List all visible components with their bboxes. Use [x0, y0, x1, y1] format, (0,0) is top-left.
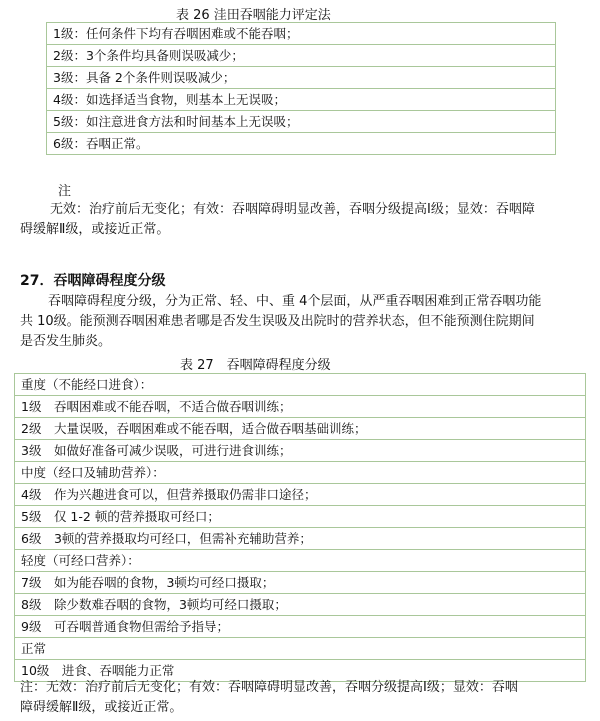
- table-row: [47, 111, 556, 133]
- table-row: [15, 616, 586, 638]
- table-row: [15, 374, 586, 396]
- section27-paragraph: [20, 292, 586, 352]
- table26: [46, 22, 556, 155]
- table-row: [47, 45, 556, 67]
- section27-line2: 共 10级。能预测吞咽困难患者哪是否发生误吸及出院时的营养状态，但不能预测住院期间: [20, 314, 535, 329]
- note1-line2: 碍缓解Ⅱ级，或接近正常。: [20, 222, 170, 237]
- note1-text: [20, 200, 586, 240]
- table27: [14, 373, 586, 682]
- table27-cell: 1级 吞咽困难或不能吞咽，不适合做吞咽训练；: [15, 396, 586, 418]
- table26-cell: 3级：具备 2个条件则误吸减少；: [47, 67, 556, 89]
- table27-cell: 10级 进食、吞咽能力正常: [15, 660, 586, 682]
- table27-cell: 8级 除少数难吞咽的食物，3顿均可经口摄取；: [15, 594, 586, 616]
- section27-line1: 吞咽障碍程度分级，分为正常、轻、中、重 4个层面，从严重吞咽困难到正常吞咽功能: [48, 294, 542, 309]
- table27-cell: 6级 3顿的营养摄取均可经口，但需补充辅助营养；: [15, 528, 586, 550]
- table-row: [15, 594, 586, 616]
- table-row: [47, 133, 556, 155]
- section27-title: 27．吞咽障碍程度分级: [20, 273, 166, 289]
- table26-cell: 4级：如选择适当食物，则基本上无误吸；: [47, 89, 556, 111]
- table-row: [15, 462, 586, 484]
- table27-cell: 9级 可吞咽普通食物但需给予指导；: [15, 616, 586, 638]
- table-row: [47, 67, 556, 89]
- note2-line2: 障碍缓解Ⅱ级，或接近正常。: [20, 700, 183, 715]
- table-row: [15, 638, 586, 660]
- table27-cell: 轻度（可经口营养）：: [15, 550, 586, 572]
- note1-line1: 无效：治疗前后无变化；有效：吞咽障碍明显改善，吞咽分级提高Ⅰ级；显效：吞咽障: [50, 202, 535, 217]
- table27-cell: 4级 作为兴趣进食可以，但营养摄取仍需非口途径；: [15, 484, 586, 506]
- table-row: [15, 418, 586, 440]
- table-row: [15, 396, 586, 418]
- note1-label: 注: [58, 184, 72, 199]
- table27-cell: 7级 如为能吞咽的食物，3顿均可经口摄取；: [15, 572, 586, 594]
- table26-cell: 2级：3个条件均具备则误吸减少；: [47, 45, 556, 67]
- table-row: [15, 440, 586, 462]
- table27-cell: 3级 如做好准备可减少误吸，可进行进食训练；: [15, 440, 586, 462]
- table27-cell: 正常: [15, 638, 586, 660]
- table27-cell: 5级 仅 1-2 顿的营养摄取可经口；: [15, 506, 586, 528]
- table-row: [15, 484, 586, 506]
- table27-caption: 表 27 吞咽障碍程度分级: [180, 358, 331, 373]
- section27-line3: 是否发生肺炎。: [20, 334, 112, 349]
- note2-text: [20, 678, 586, 718]
- table26-cell: 6级：吞咽正常。: [47, 133, 556, 155]
- note2-line1: 注：无效：治疗前后无变化；有效：吞咽障碍明显改善，吞咽分级提高Ⅰ级；显效：吞咽: [20, 680, 518, 695]
- table27-cell: 重度（不能经口进食）：: [15, 374, 586, 396]
- table-row: [47, 23, 556, 45]
- table27-cell: 中度（经口及辅助营养）：: [15, 462, 586, 484]
- table-row: [47, 89, 556, 111]
- table27-cell: 2级 大量误吸，吞咽困难或不能吞咽，适合做吞咽基础训练；: [15, 418, 586, 440]
- table-row: [15, 572, 586, 594]
- table26-cell: 5级：如注意进食方法和时间基本上无误吸；: [47, 111, 556, 133]
- table-row: [15, 528, 586, 550]
- table26-cell: 1级：任何条件下均有吞咽困难或不能吞咽；: [47, 23, 556, 45]
- table-row: [15, 550, 586, 572]
- table-row: [15, 506, 586, 528]
- table26-caption: 表 26 洼田吞咽能力评定法: [176, 8, 331, 23]
